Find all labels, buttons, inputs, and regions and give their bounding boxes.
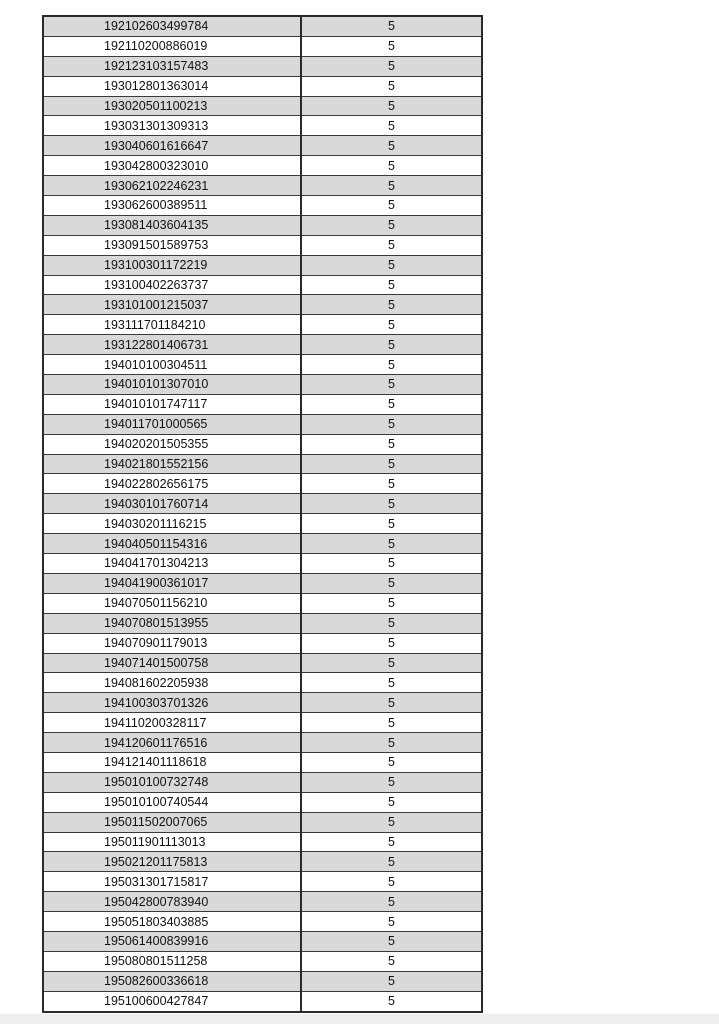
value-cell: 5 [301, 892, 482, 912]
table-row [43, 454, 482, 474]
id-cell: 194071401500758 [43, 653, 301, 673]
id-cell: 193100301172219 [43, 255, 301, 275]
value-cell: 5 [301, 733, 482, 753]
table-row [43, 136, 482, 156]
value-cell: 5 [301, 275, 482, 295]
table-row [43, 96, 482, 116]
table-row [43, 673, 482, 693]
id-cell: 194010100304511 [43, 355, 301, 375]
data-table [42, 15, 483, 1013]
table-row [43, 733, 482, 753]
table-row [43, 394, 482, 414]
value-cell: 5 [301, 375, 482, 395]
table-row [43, 335, 482, 355]
value-cell: 5 [301, 613, 482, 633]
table-row [43, 633, 482, 653]
id-cell: 194110200328117 [43, 713, 301, 733]
value-cell: 5 [301, 792, 482, 812]
value-cell: 5 [301, 991, 482, 1011]
table-row [43, 235, 482, 255]
table-row [43, 971, 482, 991]
table-row [43, 772, 482, 792]
value-cell: 5 [301, 16, 482, 36]
id-cell: 193100402263737 [43, 275, 301, 295]
id-cell: 193081403604135 [43, 215, 301, 235]
id-cell: 194010101307010 [43, 375, 301, 395]
value-cell: 5 [301, 474, 482, 494]
table-row [43, 474, 482, 494]
value-cell: 5 [301, 176, 482, 196]
id-cell: 194030201116215 [43, 514, 301, 534]
value-cell: 5 [301, 494, 482, 514]
table-row [43, 613, 482, 633]
value-cell: 5 [301, 255, 482, 275]
value-cell: 5 [301, 156, 482, 176]
table-row [43, 355, 482, 375]
table-row [43, 792, 482, 812]
value-cell: 5 [301, 315, 482, 335]
id-cell: 195021201175813 [43, 852, 301, 872]
id-cell: 194070901179013 [43, 633, 301, 653]
table-row [43, 554, 482, 574]
id-cell: 194030101760714 [43, 494, 301, 514]
id-cell: 193040601616647 [43, 136, 301, 156]
id-cell: 195061400839916 [43, 931, 301, 951]
table-row [43, 852, 482, 872]
value-cell: 5 [301, 335, 482, 355]
value-cell: 5 [301, 434, 482, 454]
value-cell: 5 [301, 116, 482, 136]
id-cell: 195010100732748 [43, 772, 301, 792]
table-row [43, 653, 482, 673]
id-cell: 195011502007065 [43, 812, 301, 832]
id-cell: 194120601176516 [43, 733, 301, 753]
id-cell: 194070801513955 [43, 613, 301, 633]
value-cell: 5 [301, 414, 482, 434]
id-cell: 195011901113013 [43, 832, 301, 852]
value-cell: 5 [301, 554, 482, 574]
value-cell: 5 [301, 872, 482, 892]
id-cell: 192110200886019 [43, 36, 301, 56]
table-row [43, 36, 482, 56]
value-cell: 5 [301, 633, 482, 653]
value-cell: 5 [301, 772, 482, 792]
table-row [43, 713, 482, 733]
value-cell: 5 [301, 355, 482, 375]
id-cell: 192102603499784 [43, 16, 301, 36]
id-cell: 195080801511258 [43, 951, 301, 971]
table-body [43, 16, 482, 1012]
table-row [43, 76, 482, 96]
value-cell: 5 [301, 394, 482, 414]
value-cell: 5 [301, 96, 482, 116]
table-row [43, 116, 482, 136]
id-cell: 193020501100213 [43, 96, 301, 116]
table-row [43, 832, 482, 852]
id-cell: 194100303701326 [43, 693, 301, 713]
value-cell: 5 [301, 573, 482, 593]
id-cell: 193042800323010 [43, 156, 301, 176]
table-row [43, 315, 482, 335]
id-cell: 194121401118618 [43, 752, 301, 772]
value-cell: 5 [301, 713, 482, 733]
table-row [43, 693, 482, 713]
value-cell: 5 [301, 673, 482, 693]
value-cell: 5 [301, 912, 482, 932]
table-row [43, 375, 482, 395]
value-cell: 5 [301, 752, 482, 772]
id-cell: 193111701184210 [43, 315, 301, 335]
id-cell: 193012801363014 [43, 76, 301, 96]
id-cell: 193122801406731 [43, 335, 301, 355]
value-cell: 5 [301, 653, 482, 673]
table-row [43, 872, 482, 892]
table-row [43, 912, 482, 932]
table-row [43, 514, 482, 534]
id-cell: 194070501156210 [43, 593, 301, 613]
id-cell: 195010100740544 [43, 792, 301, 812]
id-cell: 195100600427847 [43, 991, 301, 1011]
table-row [43, 931, 482, 951]
value-cell: 5 [301, 514, 482, 534]
table-row [43, 176, 482, 196]
id-cell: 193101001215037 [43, 295, 301, 315]
id-cell: 194011701000565 [43, 414, 301, 434]
id-cell: 194040501154316 [43, 534, 301, 554]
value-cell: 5 [301, 534, 482, 554]
id-cell: 194041701304213 [43, 554, 301, 574]
table-row [43, 593, 482, 613]
table-row [43, 295, 482, 315]
id-cell: 194020201505355 [43, 434, 301, 454]
table-row [43, 951, 482, 971]
table-row [43, 275, 482, 295]
table-row [43, 573, 482, 593]
page-bottom-edge [0, 1014, 719, 1024]
value-cell: 5 [301, 196, 482, 216]
table-row [43, 892, 482, 912]
id-cell: 193062102246231 [43, 176, 301, 196]
table-row [43, 56, 482, 76]
id-cell: 192123103157483 [43, 56, 301, 76]
id-cell: 194081602205938 [43, 673, 301, 693]
value-cell: 5 [301, 56, 482, 76]
table-row [43, 196, 482, 216]
value-cell: 5 [301, 812, 482, 832]
table-row [43, 534, 482, 554]
id-cell: 195042800783940 [43, 892, 301, 912]
value-cell: 5 [301, 593, 482, 613]
value-cell: 5 [301, 235, 482, 255]
table-row [43, 156, 482, 176]
id-cell: 194022802656175 [43, 474, 301, 494]
id-cell: 195051803403885 [43, 912, 301, 932]
table-row [43, 434, 482, 454]
id-cell: 194021801552156 [43, 454, 301, 474]
table-row [43, 215, 482, 235]
id-cell: 195031301715817 [43, 872, 301, 892]
value-cell: 5 [301, 832, 482, 852]
id-cell: 193062600389511 [43, 196, 301, 216]
value-cell: 5 [301, 215, 482, 235]
id-cell: 193031301309313 [43, 116, 301, 136]
value-cell: 5 [301, 454, 482, 474]
table-row [43, 812, 482, 832]
value-cell: 5 [301, 852, 482, 872]
value-cell: 5 [301, 295, 482, 315]
value-cell: 5 [301, 931, 482, 951]
table-row [43, 991, 482, 1011]
id-cell: 195082600336618 [43, 971, 301, 991]
value-cell: 5 [301, 36, 482, 56]
table-row [43, 16, 482, 36]
id-cell: 193091501589753 [43, 235, 301, 255]
table-row [43, 752, 482, 772]
id-cell: 194041900361017 [43, 573, 301, 593]
value-cell: 5 [301, 136, 482, 156]
value-cell: 5 [301, 76, 482, 96]
value-cell: 5 [301, 951, 482, 971]
table-row [43, 414, 482, 434]
table-row [43, 255, 482, 275]
value-cell: 5 [301, 971, 482, 991]
table-row [43, 494, 482, 514]
id-cell: 194010101747117 [43, 394, 301, 414]
value-cell: 5 [301, 693, 482, 713]
